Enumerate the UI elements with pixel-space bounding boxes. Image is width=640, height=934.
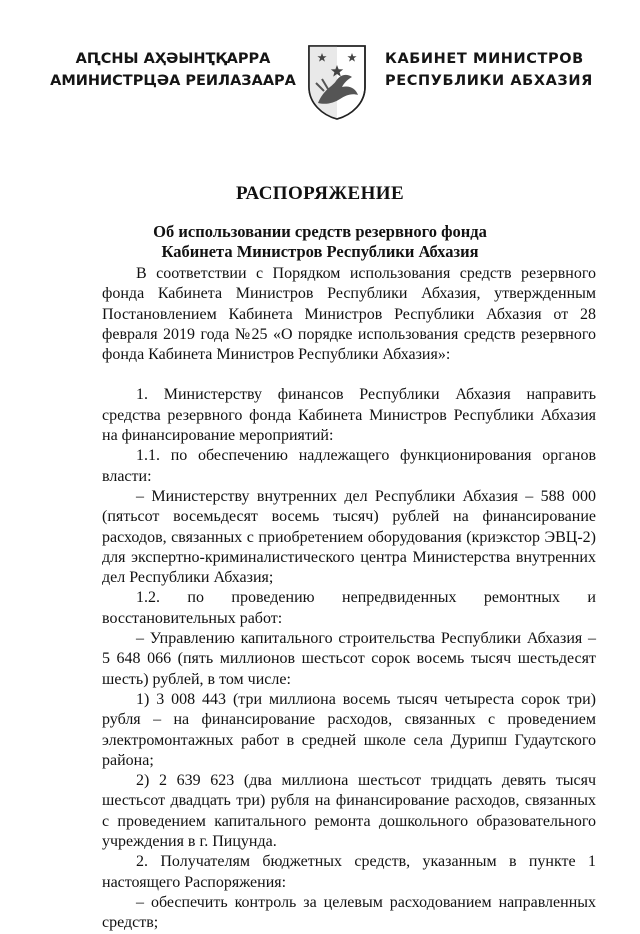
header-left-line1: АԤСНЫ АҲӘЫНҬҚАРРА bbox=[75, 51, 271, 67]
paragraph-uks: – Управлению капитального строительства Республики Абхазия – 5 648 066 (пять миллионов шестьсот сорок восемь тысяч шестьдесят шесть) рублей, в том числе: bbox=[102, 630, 596, 688]
paragraph-subitem-2: 2) 2 639 623 (два миллиона шестьсот тридцать девять тысяч шестьсот двадцать три) рубля на финансирование расходов, связанных с проведением капитального ремонта дошкольного образовательного учреждения в г. Пицунда. bbox=[102, 772, 596, 851]
paragraph-item-1-2: 1.2. по проведению непредвиденных ремонтных и восстановительных работ: bbox=[102, 589, 596, 627]
state-emblem-icon bbox=[306, 43, 368, 121]
paragraph-item-1: 1. Министерству финансов Республики Абхазия направить средства резервного фонда Кабинета Министров Республики Абхазия на финансирование мероприятий: bbox=[102, 386, 596, 445]
document-title: РАСПОРЯЖЕНИЕ bbox=[235, 183, 405, 204]
document-body bbox=[102, 264, 596, 934]
paragraph-spacer bbox=[102, 365, 596, 385]
paragraph-mvd: – Министерству внутренних дел Республики Абхазия – 588 000 (пятьсот восемьдесят восемь тысяч) рублей на финансирование расходов, связанных с приобретением оборудования (криэкстор ЭВЦ-2) для экспертно-криминалистического центра Министерства внутренних дел Республики Абхазия; bbox=[102, 487, 596, 587]
header-left-line2: АМИНИСТРЦӘА РЕИЛАЗААРА bbox=[50, 73, 296, 89]
paragraph-item-1-1: 1.1. по обеспечению надлежащего функционирования органов власти: bbox=[102, 447, 596, 485]
paragraph-preamble: В соответствии с Порядком использования средств резервного фонда Кабинета Министров Республики Абхазия, утвержденным Постановлением Кабинета Министров Республики Абхазия от 28 февраля 2019 года №25 «О порядке использования средств резервного фонда Кабинета Министров Республики Абхазия»: bbox=[102, 265, 596, 364]
paragraph-control: – обеспечить контроль за целевым расходованием направленных средств; bbox=[102, 893, 596, 932]
header-right-line2: РЕСПУБЛИКИ АБХАЗИЯ bbox=[385, 73, 593, 89]
header-russian-name bbox=[385, 48, 593, 92]
subtitle-line2: Кабинета Министров Республики Абхазия bbox=[161, 242, 479, 261]
paragraph-subitem-1: 1) 3 008 443 (три миллиона восемь тысяч четыреста сорок три) рубля – на финансирование расходов, связанных с проведением электромонтажных работ в средней школе села Дурипш Гудаутского района; bbox=[102, 690, 596, 769]
header-right-line1: КАБИНЕТ МИНИСТРОВ bbox=[385, 51, 584, 67]
header-abkhaz-name bbox=[44, 48, 302, 92]
document-subtitle bbox=[0, 222, 640, 262]
subtitle-line1: Об использовании средств резервного фонда bbox=[153, 222, 487, 241]
paragraph-item-2: 2. Получателям бюджетных средств, указанным в пункте 1 настоящего Распоряжения: bbox=[102, 853, 596, 891]
